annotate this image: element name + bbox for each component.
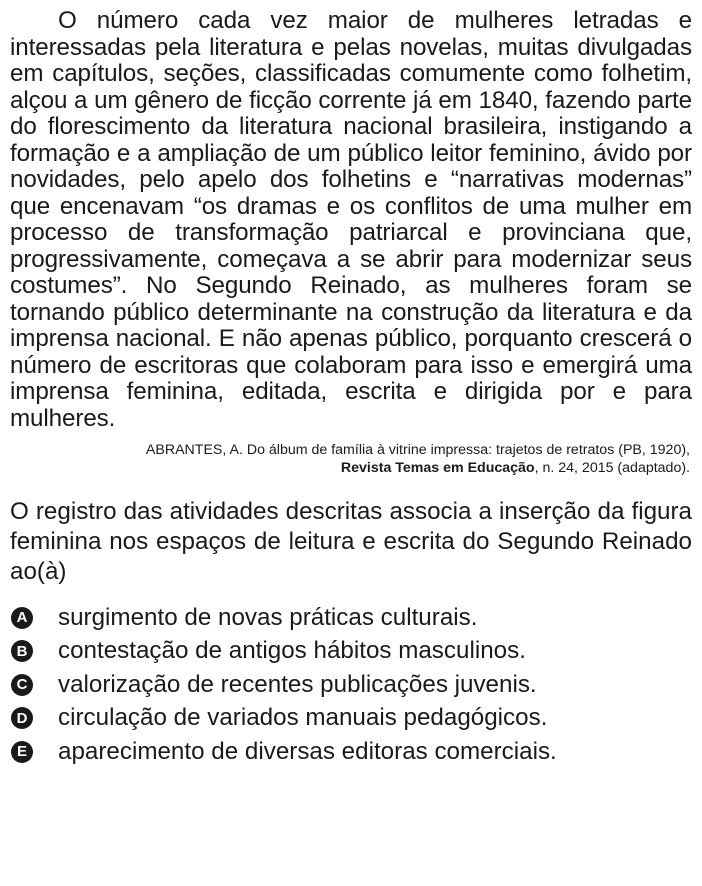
option-a[interactable] bbox=[10, 601, 692, 635]
option-letter-icon: C bbox=[11, 674, 33, 696]
option-d[interactable] bbox=[10, 702, 692, 736]
option-b[interactable] bbox=[10, 635, 692, 669]
option-c[interactable] bbox=[10, 668, 692, 702]
option-text: circulação de variados manuais pedagógicos. bbox=[58, 704, 548, 732]
citation-journal: Revista Temas em Educação bbox=[340, 459, 535, 476]
question-stem: O registro das atividades descritas associa a inserção da figura feminina nos espaços de leitura e escrita do Segundo Reinado ao(à) bbox=[10, 498, 692, 585]
option-text: valorização de recentes publicações juvenis. bbox=[58, 670, 537, 698]
reading-passage bbox=[10, 8, 692, 432]
citation-line-2-rest: , n. 24, 2015 (adaptado). bbox=[534, 459, 690, 476]
option-text: aparecimento de diversas editoras comerciais. bbox=[58, 737, 557, 765]
answer-options bbox=[10, 601, 692, 769]
citation-line-1: ABRANTES, A. Do álbum de família à vitrine impressa: trajetos de retratos (PB, 1920), bbox=[145, 442, 690, 458]
option-letter-icon: A bbox=[11, 607, 33, 629]
option-e[interactable] bbox=[10, 735, 692, 769]
option-letter-icon: B bbox=[11, 640, 33, 662]
citation-line-2 bbox=[10, 460, 690, 478]
option-letter-icon: E bbox=[11, 741, 33, 763]
option-letter-icon: D bbox=[11, 707, 33, 729]
option-text: contestação de antigos hábitos masculinos. bbox=[58, 637, 526, 665]
source-citation bbox=[10, 442, 692, 477]
option-text: surgimento de novas práticas culturais. bbox=[58, 603, 478, 631]
passage-text: O número cada vez maior de mulheres letradas e interessadas pela literatura e pelas novelas, muitas divulgadas em capítulos, seções, classificadas comumente como folhetim, alçou a um gênero de ficção corrente já em 1840, fazendo parte do florescimento da literatura nacional brasileira, instigando a formação e a ampliação de um público leitor feminino, ávido por novidades, pelo apelo dos folhetins e “narrativas modernas” que encenavam “os dramas e os conflitos de uma mulher em processo de transformação patriarcal e provinciana que, progressivamente, começava a se abrir para modernizar seus costumes”. No Segundo Reinado, as mulheres foram se tornando público determinante na construção da literatura e da imprensa nacional. E não apenas público, porquanto crescerá o número de escritoras que colaboram para isso e emergirá uma imprensa feminina, editada, escrita e dirigida por e para mulheres. bbox=[10, 7, 692, 432]
